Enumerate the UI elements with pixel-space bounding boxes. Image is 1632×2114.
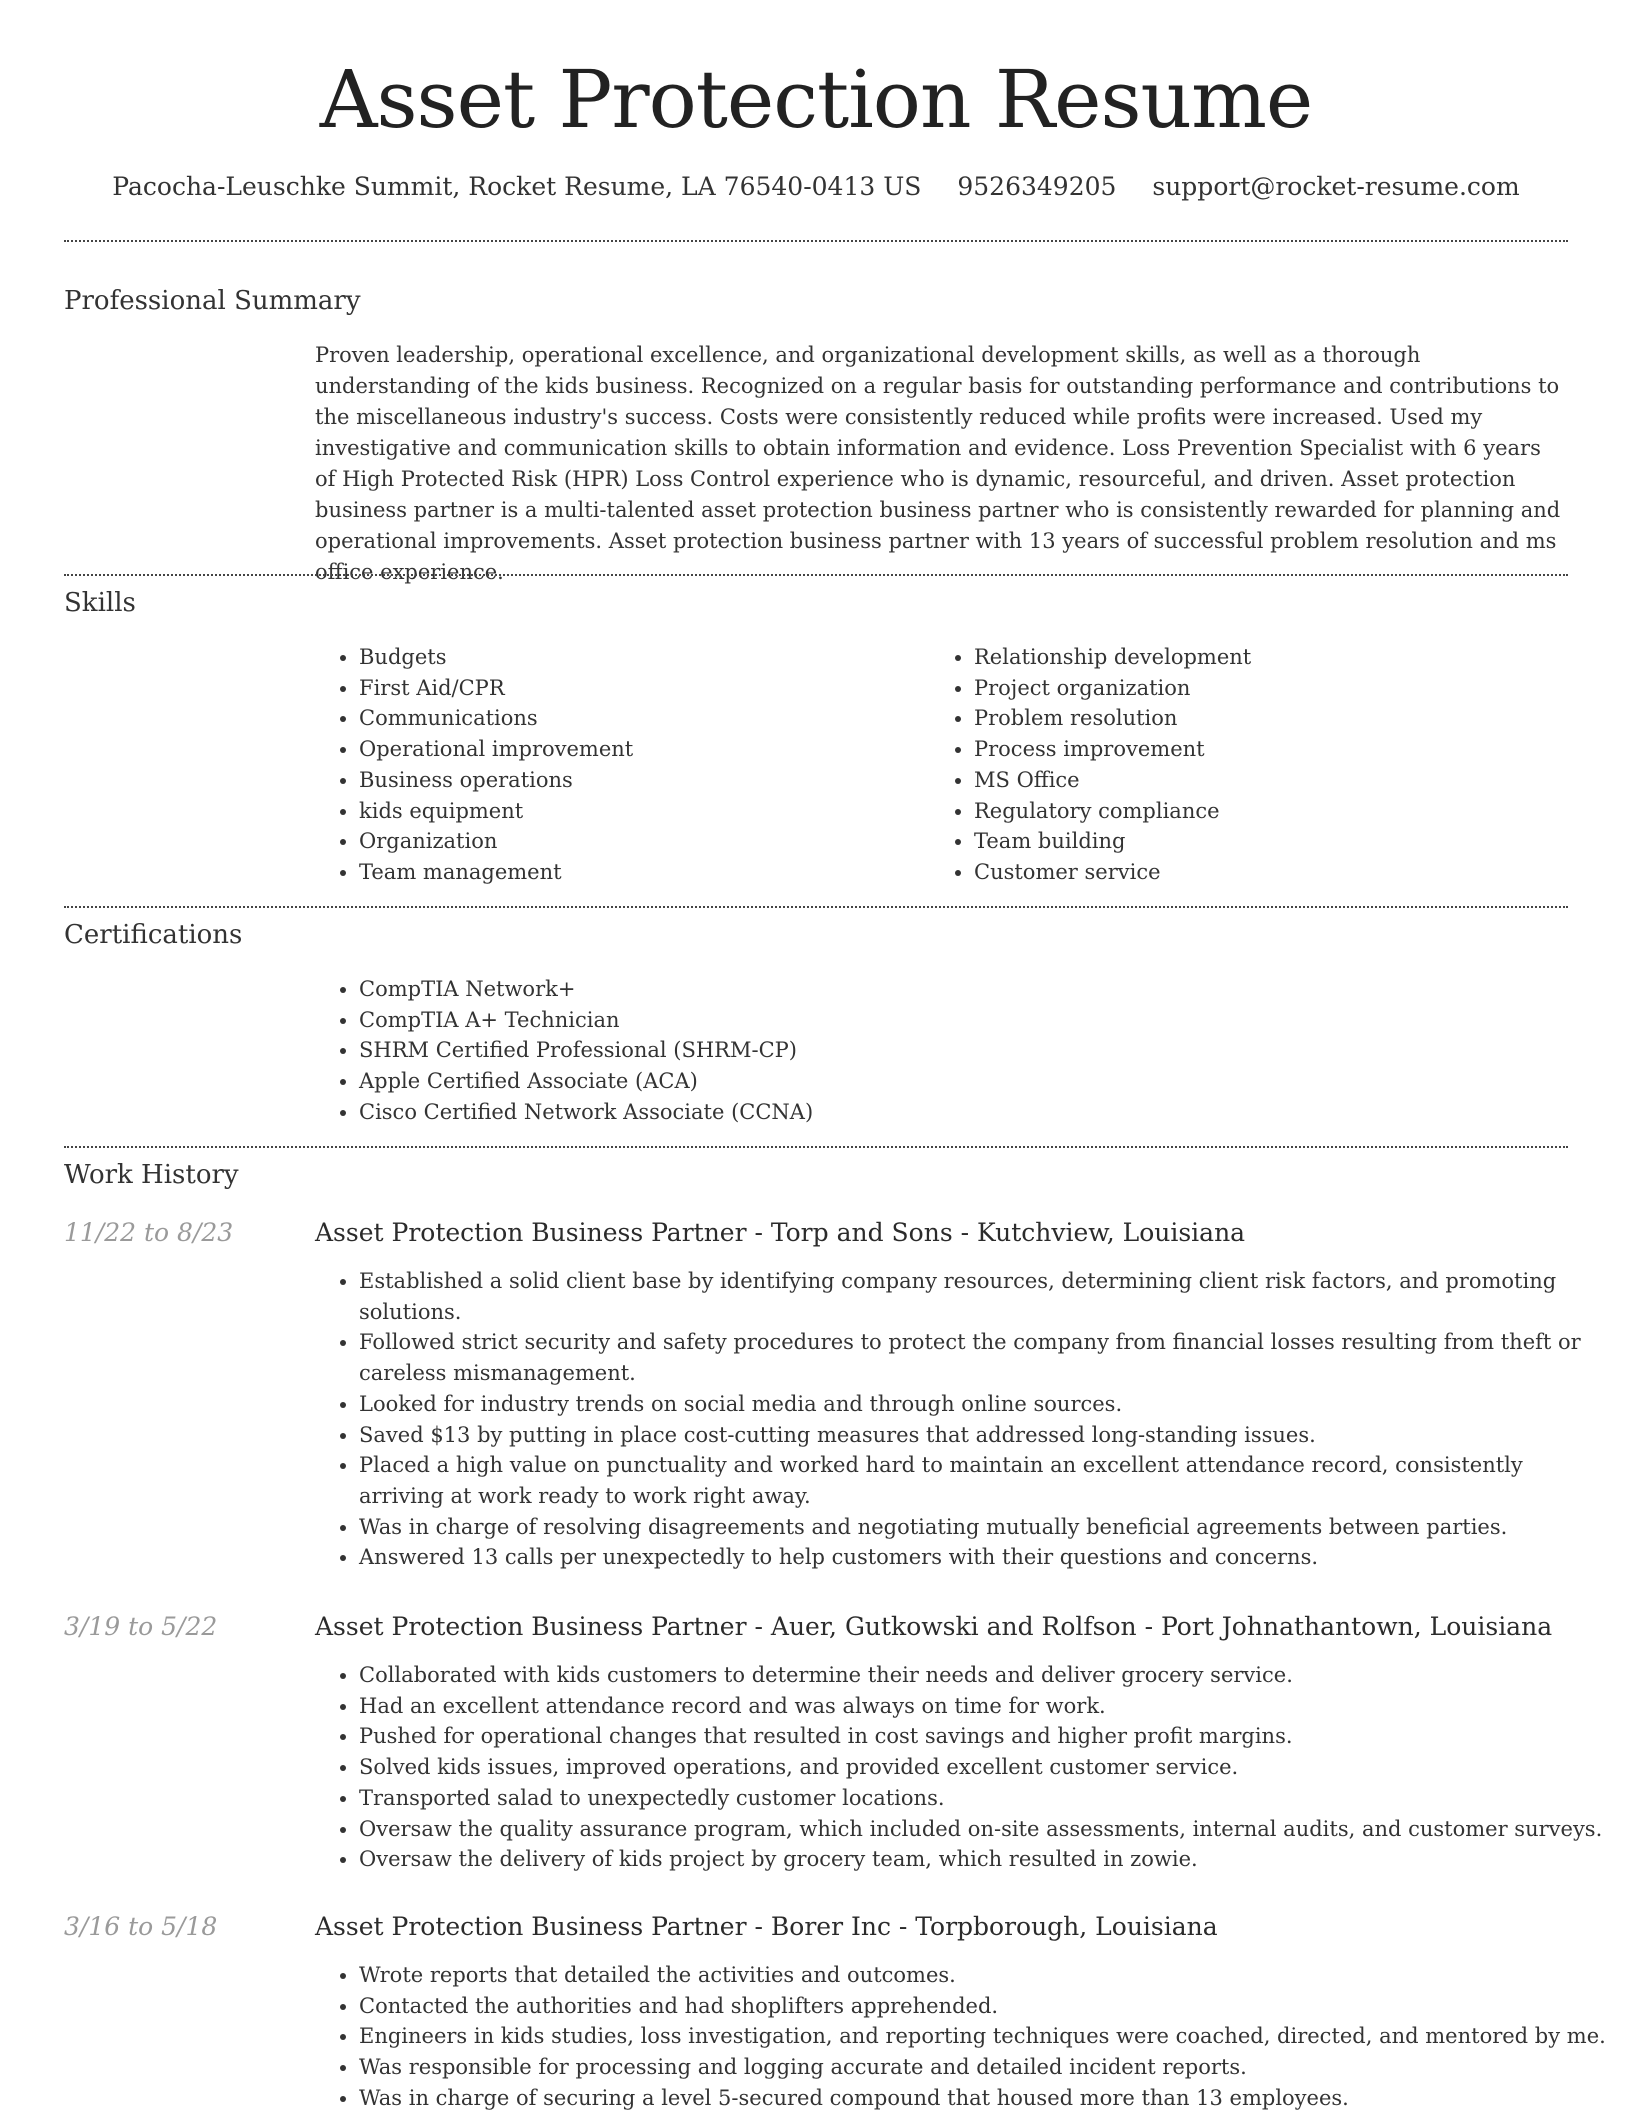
resume-title: Asset Protection Resume xyxy=(319,53,1313,146)
certification-item: • Apple Certified Associate (ACA) xyxy=(359,1066,1559,1097)
skill-item: • MS Office xyxy=(974,765,1574,796)
job-bullet: • Solved kids issues, improved operations, and provided excellent customer service. xyxy=(359,1752,1609,1783)
job-bullet: • Answered 13 calls per unexpectedly to help customers with their questions and concerns. xyxy=(359,1542,1609,1573)
certifications-heading: Certifications xyxy=(64,920,243,950)
skill-item: • Regulatory compliance xyxy=(974,796,1574,827)
skills-section xyxy=(64,586,1568,620)
job-title: Asset Protection Business Partner - Auer, Gutkowski and Rolfson - Port Johnathantown, Louisiana xyxy=(315,1612,1553,1641)
job-bullets xyxy=(315,1660,1609,1875)
contact-email[interactable]: support@rocket-resume.com xyxy=(1152,172,1520,201)
job-bullet: • Established a solid client base by identifying company resources, determining client risk factors, and promoting solutions. xyxy=(359,1266,1609,1327)
skill-item: • Relationship development xyxy=(974,642,1574,673)
summary-section xyxy=(64,284,1568,318)
skills-list-right xyxy=(930,642,1574,888)
skill-item: • Business operations xyxy=(359,765,919,796)
skill-item: • Team building xyxy=(974,826,1574,857)
contact-line xyxy=(0,170,1632,204)
job-bullet: • Pushed for operational changes that resulted in cost savings and higher profit margins. xyxy=(359,1721,1609,1752)
job-title: Asset Protection Business Partner - Borer Inc - Torpborough, Louisiana xyxy=(315,1912,1218,1941)
job-title: Asset Protection Business Partner - Torp and Sons - Kutchview, Louisiana xyxy=(315,1218,1246,1247)
skill-item: • Operational improvement xyxy=(359,734,919,765)
work-history-section xyxy=(64,1158,1568,1192)
divider xyxy=(64,574,1568,576)
job-bullet: • Collaborated with kids customers to determine their needs and deliver grocery service. xyxy=(359,1660,1609,1691)
skill-item: • Budgets xyxy=(359,642,919,673)
job-bullet: • Was in charge of resolving disagreements and negotiating mutually beneficial agreements between parties. xyxy=(359,1512,1609,1543)
job-bullet: • Engineers in kids studies, loss investigation, and reporting techniques were coached, directed, and mentored by me. xyxy=(359,2021,1609,2052)
job-bullet: • Saved $13 by putting in place cost-cutting measures that addressed long-standing issues. xyxy=(359,1420,1609,1451)
certification-item: • SHRM Certified Professional (SHRM-CP) xyxy=(359,1035,1559,1066)
skill-item: • Communications xyxy=(359,703,919,734)
job-bullets xyxy=(315,1266,1609,1573)
divider xyxy=(64,1146,1568,1148)
work-history-heading: Work History xyxy=(64,1160,239,1190)
skills-heading: Skills xyxy=(64,588,136,618)
job-dates: 11/22 to 8/23 xyxy=(64,1218,234,1247)
job-bullet: • Looked for industry trends on social media and through online sources. xyxy=(359,1389,1609,1420)
job-dates: 3/19 to 5/22 xyxy=(64,1612,218,1641)
job-bullet: • Placed a high value on punctuality and worked hard to maintain an excellent attendance record, consistently arriving at work ready to work right away. xyxy=(359,1450,1609,1511)
job-dates: 3/16 to 5/18 xyxy=(64,1912,218,1941)
skill-item: • Problem resolution xyxy=(974,703,1574,734)
contact-address: Pacocha-Leuschke Summit, Rocket Resume, LA 76540-0413 US xyxy=(112,172,922,201)
divider xyxy=(64,240,1568,242)
job-bullet: • Was responsible for processing and logging accurate and detailed incident reports. xyxy=(359,2052,1609,2083)
job-bullet: • Followed strict security and safety procedures to protect the company from financial losses resulting from theft or careless mismanagement. xyxy=(359,1327,1609,1388)
contact-phone: 9526349205 xyxy=(957,172,1117,201)
job-bullet: • Transported salad to unexpectedly customer locations. xyxy=(359,1783,1609,1814)
skill-item: • First Aid/CPR xyxy=(359,673,919,704)
skill-item: • Project organization xyxy=(974,673,1574,704)
job-bullet: • Oversaw the delivery of kids project by grocery team, which resulted in zowie. xyxy=(359,1844,1609,1875)
skill-item: • Organization xyxy=(359,826,919,857)
divider xyxy=(64,906,1568,908)
job-bullet: • Was in charge of securing a level 5-secured compound that housed more than 13 employees. xyxy=(359,2083,1609,2114)
summary-heading: Professional Summary xyxy=(64,286,361,316)
certifications-list xyxy=(315,974,1559,1128)
certification-item: • CompTIA A+ Technician xyxy=(359,1005,1559,1036)
skills-list-left xyxy=(315,642,919,888)
job-bullet: • Oversaw the quality assurance program, which included on-site assessments, internal audits, and customer surveys. xyxy=(359,1814,1609,1845)
skill-item: • kids equipment xyxy=(359,796,919,827)
job-bullet: • Had an excellent attendance record and was always on time for work. xyxy=(359,1691,1609,1722)
skill-item: • Process improvement xyxy=(974,734,1574,765)
job-bullet: • Wrote reports that detailed the activities and outcomes. xyxy=(359,1960,1609,1991)
job-bullets xyxy=(315,1960,1609,2114)
certification-item: • CompTIA Network+ xyxy=(359,974,1559,1005)
skill-item: • Team management xyxy=(359,857,919,888)
certification-item: • Cisco Certified Network Associate (CCNA) xyxy=(359,1097,1559,1128)
skill-item: • Customer service xyxy=(974,857,1574,888)
certifications-section xyxy=(64,918,1568,952)
summary-text: Proven leadership, operational excellence, and organizational development skills, as well as a thorough understanding of the kids business. Recognized on a regular basis for outstanding performance and contributions to the miscellaneous industry's success. Costs were consistently reduced while profits were increased. Used my investigative and communication skills to obtain information and evidence. Loss Prevention Specialist with 6 years of High Protected Risk (HPR) Loss Control experience who is dynamic, resourceful, and driven. Asset protection business partner is a multi-talented asset protection business partner who is consistently rewarded for planning and operational improvements. Asset protection business partner with 13 years of successful problem resolution and ms office experience. xyxy=(315,343,1561,584)
job-bullet: • Contacted the authorities and had shoplifters apprehended. xyxy=(359,1991,1609,2022)
